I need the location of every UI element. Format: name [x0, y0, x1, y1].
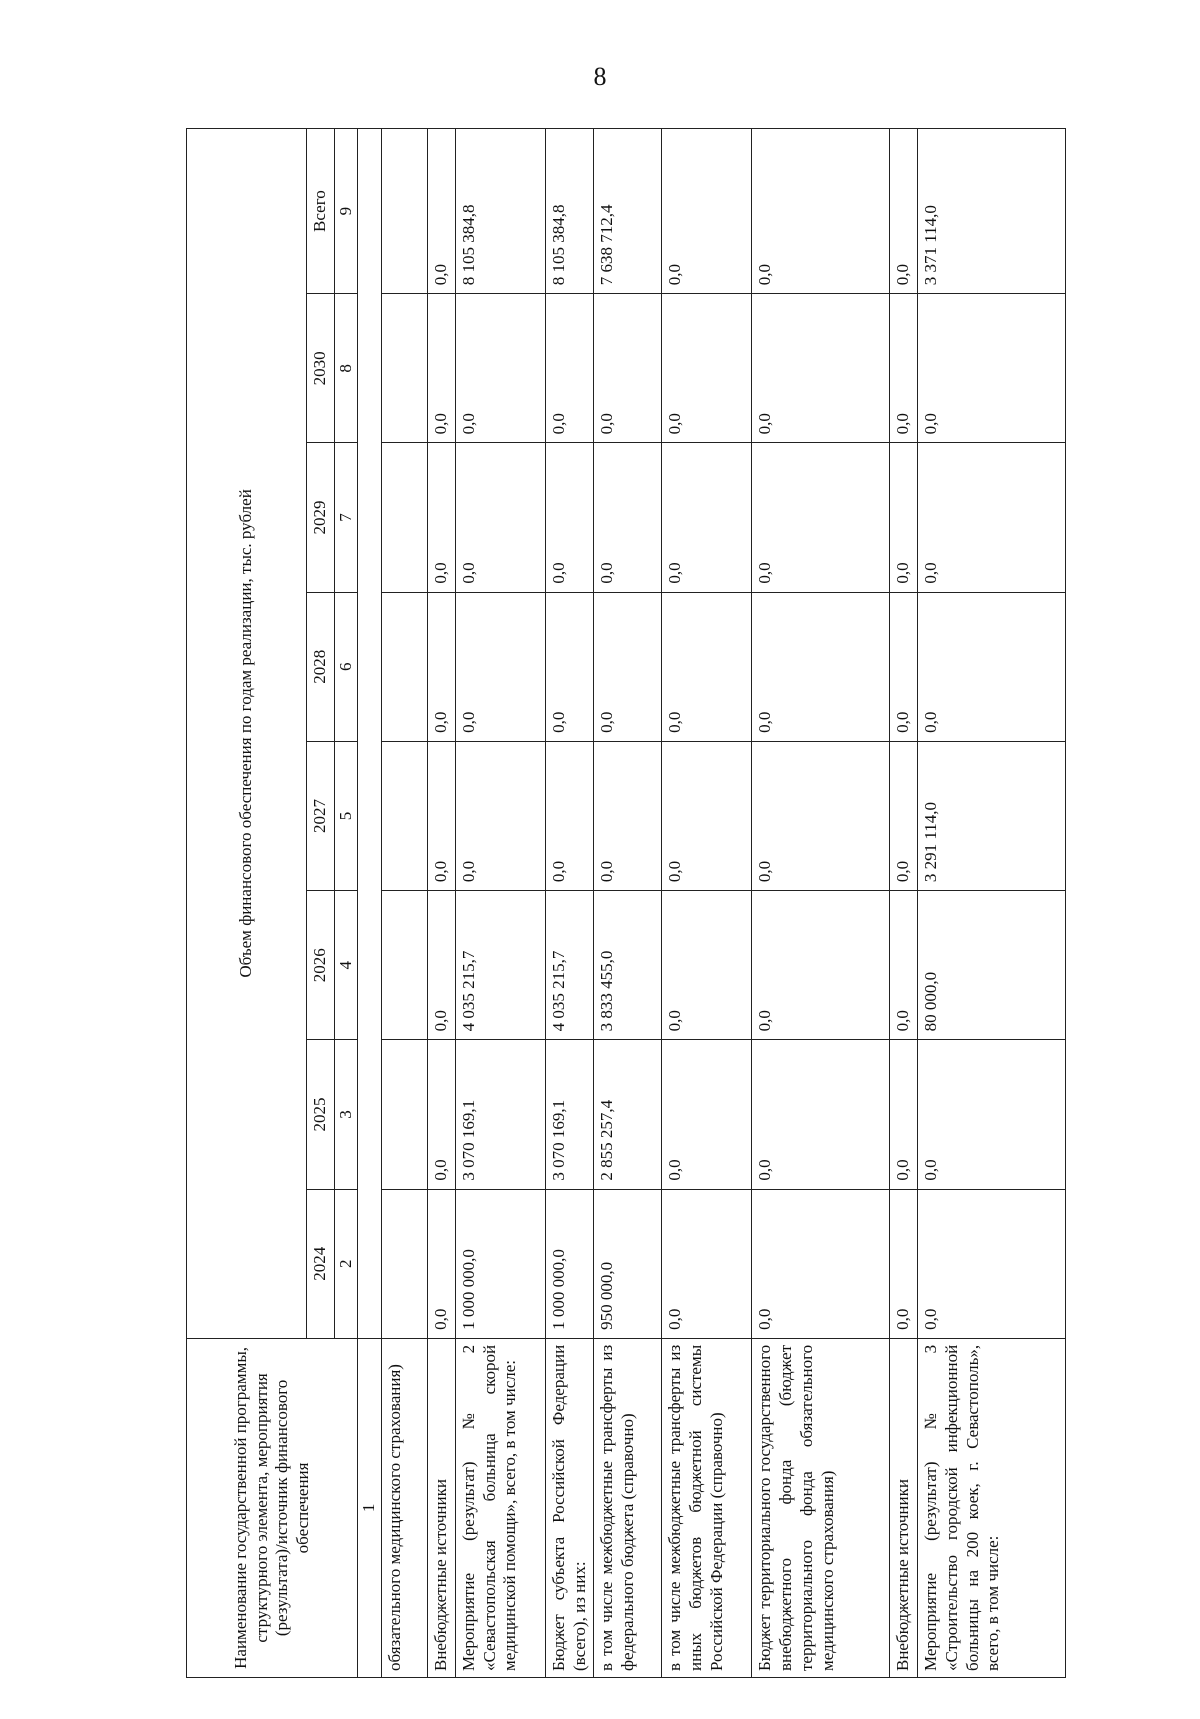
cell-value: 3 070 169,1	[545, 1040, 593, 1189]
cell-value: 0,0	[428, 294, 456, 443]
cell-value: 0,0	[662, 294, 752, 443]
cell-value: 950 000,0	[594, 1189, 662, 1338]
cell-value: 0,0	[662, 1189, 752, 1338]
header-year: 2026	[307, 891, 335, 1040]
header-year: 2029	[307, 443, 335, 592]
header-total: Всего	[307, 129, 335, 294]
numbers-filler	[358, 129, 382, 1339]
cell-value: 80 000,0	[918, 891, 1066, 1040]
cell-value: 0,0	[752, 443, 890, 592]
cell-value: 1 000 000,0	[545, 1189, 593, 1338]
cell-value: 0,0	[545, 443, 593, 592]
cell-value: 0,0	[545, 294, 593, 443]
row-name: Бюджет территориального государственного внебюджетного фонда (бюджет территориального фонда обязательного медицинского страхования)	[752, 1338, 890, 1677]
cell-value: 0,0	[428, 741, 456, 890]
cell-value: 1 000 000,0	[455, 1189, 545, 1338]
cell-value: 0,0	[890, 443, 918, 592]
cell-value: 0,0	[752, 592, 890, 741]
cell-value: 3 070 169,1	[455, 1040, 545, 1189]
cell-value: 0,0	[890, 129, 918, 294]
cell-value	[382, 294, 428, 443]
cell-value: 0,0	[594, 294, 662, 443]
row-name: Внебюджетные источники	[890, 1338, 918, 1677]
cell-value: 0,0	[594, 741, 662, 890]
row-name: Внебюджетные источники	[428, 1338, 456, 1677]
cell-value: 0,0	[428, 1040, 456, 1189]
table-row	[918, 129, 1066, 1678]
cell-value: 0,0	[428, 129, 456, 294]
cell-value: 0,0	[455, 294, 545, 443]
cell-value: 0,0	[455, 741, 545, 890]
table-row	[455, 129, 545, 1678]
header-year: 2028	[307, 592, 335, 741]
cell-value: 0,0	[428, 1189, 456, 1338]
cell-value: 4 035 215,7	[545, 891, 593, 1040]
cell-value	[382, 1040, 428, 1189]
header-row-group	[187, 129, 307, 1678]
cell-value: 0,0	[594, 592, 662, 741]
cell-value: 0,0	[890, 741, 918, 890]
cell-value: 0,0	[594, 443, 662, 592]
cell-value: 8 105 384,8	[455, 129, 545, 294]
cell-value: 0,0	[545, 592, 593, 741]
cell-value: 0,0	[752, 294, 890, 443]
row-name: в том числе межбюджетные трансферты из иных бюджетов бюджетной системы Российской Федерации (справочно)	[662, 1338, 752, 1677]
cell-value: 0,0	[662, 891, 752, 1040]
cell-value: 0,0	[918, 1189, 1066, 1338]
table-row	[890, 129, 918, 1678]
cell-value: 7 638 712,4	[594, 129, 662, 294]
cell-value: 0,0	[455, 443, 545, 592]
cell-value: 0,0	[918, 294, 1066, 443]
header-year: 2024	[307, 1189, 335, 1338]
cell-value: 0,0	[545, 741, 593, 890]
cell-value: 3 833 455,0	[594, 891, 662, 1040]
cell-value	[382, 129, 428, 294]
header-year: 2027	[307, 741, 335, 890]
column-number: 1	[358, 1338, 382, 1677]
cell-value	[382, 741, 428, 890]
header-financing-volume: Объем финансового обеспечения по годам реализации, тыс. рублей	[187, 129, 307, 1339]
cell-value: 0,0	[752, 129, 890, 294]
cell-value: 0,0	[752, 741, 890, 890]
cell-value	[382, 1189, 428, 1338]
table-row	[662, 129, 752, 1678]
cell-value	[382, 443, 428, 592]
cell-value: 0,0	[890, 1040, 918, 1189]
rotated-table-container	[186, 128, 1066, 1678]
column-number: 9	[334, 129, 358, 294]
cell-value: 0,0	[428, 592, 456, 741]
header-row-numbers	[358, 129, 382, 1678]
column-number: 3	[334, 1040, 358, 1189]
column-number: 5	[334, 741, 358, 890]
row-name: Мероприятие (результат) № 2 «Севастопольская больница скорой медицинской помощи», всего, в том числе:	[455, 1338, 545, 1677]
cell-value: 0,0	[918, 1040, 1066, 1189]
cell-value: 0,0	[918, 592, 1066, 741]
table-row	[428, 129, 456, 1678]
cell-value: 0,0	[662, 1040, 752, 1189]
row-name: Бюджет субъекта Российской Федерации (всего), из них:	[545, 1338, 593, 1677]
row-name: Мероприятие (результат) № 3 «Строительство городской инфекционной больницы на 200 коек, г. Севастополь», всего, в том числе:	[918, 1338, 1066, 1677]
column-number: 8	[334, 294, 358, 443]
table-row	[382, 129, 428, 1678]
cell-value: 3 291 114,0	[918, 741, 1066, 890]
cell-value: 0,0	[918, 443, 1066, 592]
table-row	[594, 129, 662, 1678]
cell-value: 0,0	[428, 443, 456, 592]
cell-value: 2 855 257,4	[594, 1040, 662, 1189]
header-year: 2025	[307, 1040, 335, 1189]
cell-value: 3 371 114,0	[918, 129, 1066, 294]
header-year: 2030	[307, 294, 335, 443]
cell-value: 0,0	[890, 592, 918, 741]
cell-value: 0,0	[890, 891, 918, 1040]
cell-value: 0,0	[662, 129, 752, 294]
cell-value: 4 035 215,7	[455, 891, 545, 1040]
cell-value: 0,0	[662, 592, 752, 741]
cell-value	[382, 592, 428, 741]
column-number: 2	[334, 1189, 358, 1338]
cell-value: 0,0	[752, 1040, 890, 1189]
page-number: 8	[593, 62, 607, 91]
column-number: 6	[334, 592, 358, 741]
cell-value: 0,0	[890, 294, 918, 443]
table-row	[752, 129, 890, 1678]
financing-table	[186, 128, 1066, 1678]
cell-value: 0,0	[752, 891, 890, 1040]
cell-value: 0,0	[455, 592, 545, 741]
cell-value	[382, 891, 428, 1040]
cell-value: 0,0	[662, 443, 752, 592]
column-number: 7	[334, 443, 358, 592]
cell-value: 0,0	[752, 1189, 890, 1338]
column-number: 4	[334, 891, 358, 1040]
header-name-column: Наименование государственной программы, структурного элемента, мероприятия (результата)/источник финансового обеспечения	[187, 1338, 358, 1677]
cell-value: 0,0	[428, 891, 456, 1040]
row-name: в том числе межбюджетные трансферты из федерального бюджета (справочно)	[594, 1338, 662, 1677]
cell-value: 0,0	[890, 1189, 918, 1338]
table-row	[545, 129, 593, 1678]
row-name: обязательного медицинского страхования)	[382, 1338, 428, 1677]
cell-value: 0,0	[662, 741, 752, 890]
cell-value: 8 105 384,8	[545, 129, 593, 294]
